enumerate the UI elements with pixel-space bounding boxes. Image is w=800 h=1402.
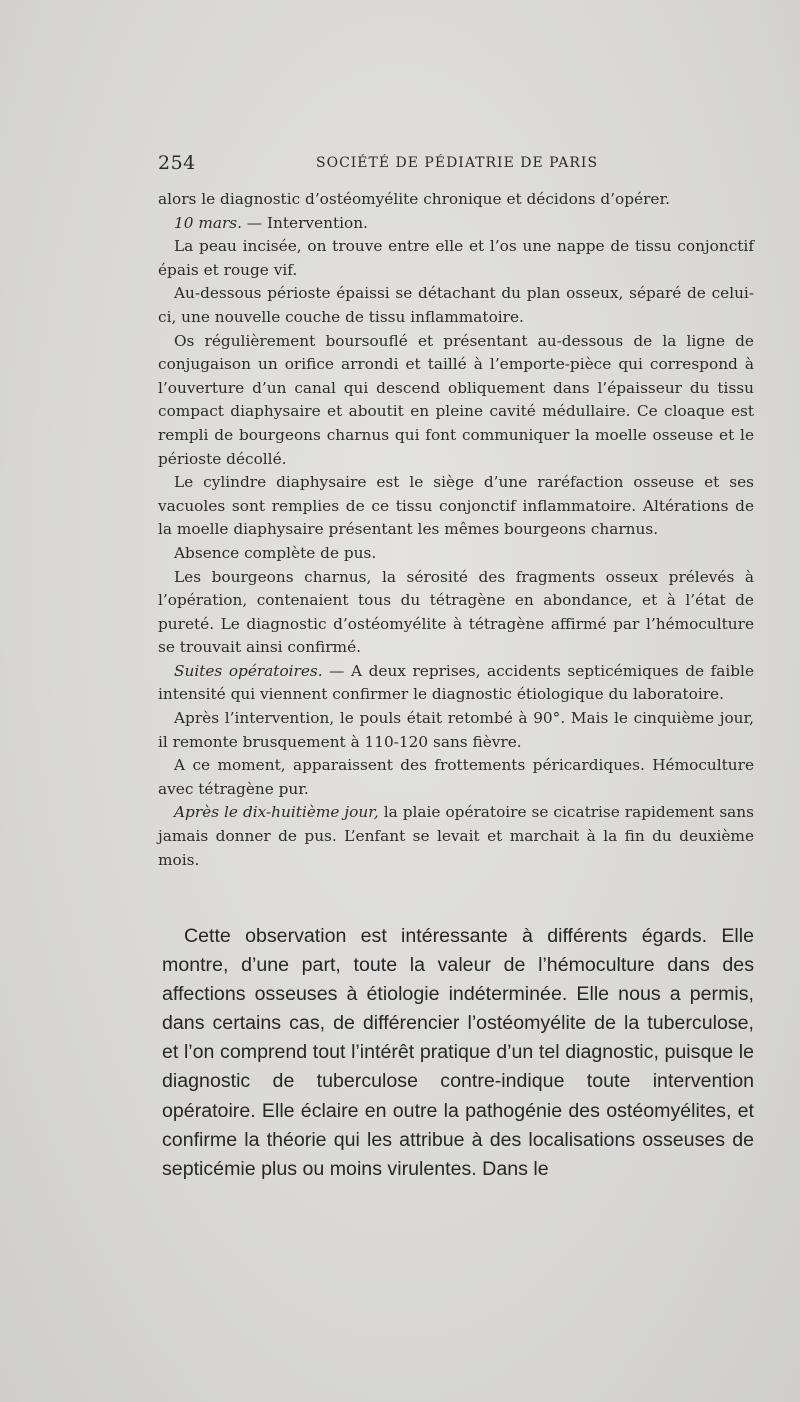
case-observation — [158, 188, 754, 872]
page-number: 254 — [158, 152, 196, 174]
paragraph: Le cylindre diaphysaire est le siège d’une raréfaction osseuse et ses vacuoles sont remplies de ce tissu conjonctif inflammatoire. Altérations de la moelle diaphysaire présentant les mêmes bourgeons charnus. — [158, 473, 754, 539]
paragraph: Les bourgeons charnus, la sérosité des fragments osseux prélevés à l’opération, contenaient tous du tétragène en abondance, et à l’état de pureté. Le diagnostic d’ostéomyélite à tétragène affirmé par l’hémoculture se trouvait ainsi confirmé. — [158, 567, 754, 657]
paragraph: A ce moment, apparaissent des frottements péricardiques. Hémoculture avec tétragène pur. — [158, 756, 754, 798]
running-head: SOCIÉTÉ DE PÉDIATRIE DE PARIS — [316, 155, 599, 171]
paragraph: Absence complète de pus. — [174, 543, 377, 562]
paragraph: Au-dessous périoste épaissi se détachant du plan osseux, séparé de celui-ci, une nouvelle couche de tissu inflammatoire. — [158, 284, 754, 326]
paragraph: La peau incisée, on trouve entre elle et l’os une nappe de tissu conjonctif épais et rouge vif. — [158, 237, 754, 279]
paragraph: Suites opératoires. — A deux reprises, accidents septicémiques de faible intensité qui viennent confirmer le diagnostic étiologique du laboratoire. — [158, 661, 754, 704]
paragraph: Après l’intervention, le pouls était retombé à 90°. Mais le cinquième jour, il remonte brusquement à 110-120 sans fièvre. — [158, 709, 754, 751]
paragraph: 10 mars. — Intervention. — [174, 213, 368, 232]
paragraph: alors le diagnostic d’ostéomyélite chronique et décidons d’opérer. — [158, 190, 670, 208]
paragraph: Cette observation est intéressante à différents égards. Elle montre, d’une part, toute la valeur de l’hémoculture dans des affections osseuses à étiologie indéterminée. Elle nous a permis, dans certains cas, de différencier l’ostéomyélite de la tuberculose, et l’on comprend tout l’intérêt pratique d’un tel diagnostic, puisque le diagnostic de tuberculose contre-indique toute intervention opératoire. Elle éclaire en outre la pathogénie des ostéomyélites, et confirme la théorie qui les attribue à des localisations osseuses de septicémie plus ou moins virulentes. Dans le — [162, 925, 754, 1180]
paragraph: Os régulièrement boursouflé et présentant au-dessous de la ligne de conjugaison un orifice arrondi et taillé à l’emporte-pièce qui correspond à l’ouverture d’un canal qui descend obliquement dans l’épaisseur du tissu compact diaphysaire et aboutit en pleine cavité médullaire. Ce cloaque est rempli de bourgeons charnus qui font communiquer la moelle osseuse et le périoste décollé. — [158, 331, 754, 468]
page-header — [158, 152, 754, 178]
paragraph: Après le dix-huitième jour, la plaie opératoire se cicatrise rapidement sans jamais donner de pus. L’enfant se levait et marchait à la fin du deuxième mois. — [158, 803, 754, 869]
conclusion-text — [162, 922, 754, 1184]
